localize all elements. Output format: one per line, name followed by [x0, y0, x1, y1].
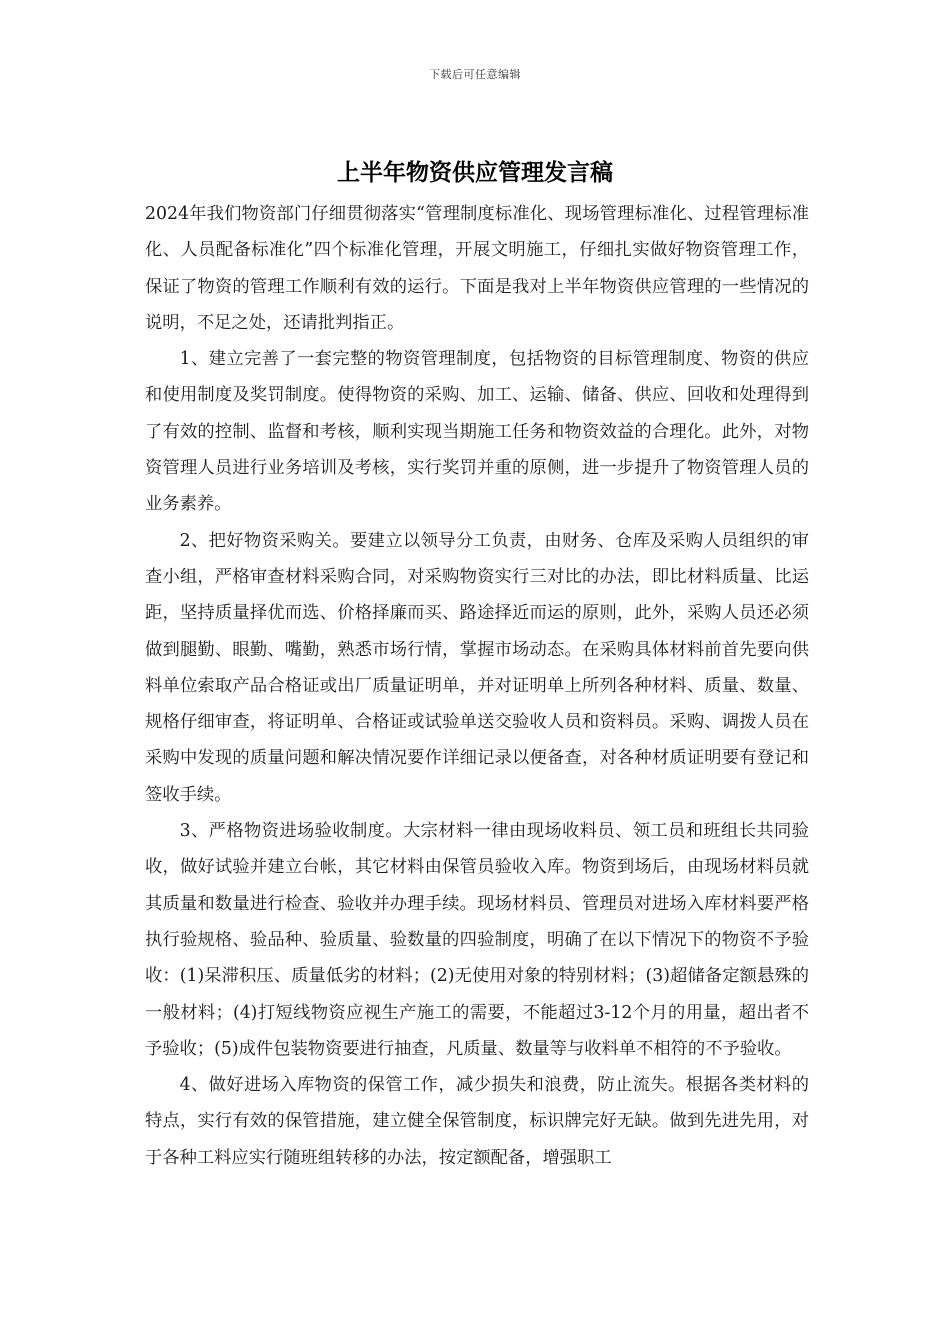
paragraph-intro: 2024年我们物资部门仔细贯彻落实“管理制度标准化、现场管理标准化、过程管理标准化、人员配备标准化”四个标准化管理，开展文明施工，仔细扎实做好物资管理工作，保证了物资的管理工作顺利有效的运行。下面是我对上半年物资供应管理的一些情况的说明，不足之处，还请批判指正。 [145, 204, 809, 333]
document-title: 上半年物资供应管理发言稿 [337, 159, 613, 186]
paragraph-item-4: 4、做好进场入库物资的保管工作，减少损失和浪费，防止流失。根据各类材料的特点，实行有效的保管措施，建立健全保管制度，标识牌完好无缺。做到先进先用，对于各种工料应实行随班组转移的办法，按定额配备，增强职工 [145, 1075, 809, 1168]
paragraph-item-2: 2、把好物资采购关。要建立以领导分工负责，由财务、仓库及采购人员组织的审查小组，严格审查材料采购合同，对采购物资实行三对比的办法，即比材料质量、比运距，坚持质量择优而选、价格择廉而买、路途择近而运的原则，此外，采购人员还必须做到腿勤、眼勤、嘴勤，熟悉市场行情，掌握市场动态。在采购具体材料前首先要向供料单位索取产品合格证或出厂质量证明单，并对证明单上所列各种材料、质量、数量、规格仔细审查，将证明单、合格证或试验单送交验收人员和资料员。采购、调拨人员在采购中发现的质量问题和解决情况要作详细记录以便备查，对各种材质证明要有登记和签收手续。 [145, 530, 809, 805]
document-body [145, 196, 809, 1176]
paragraph-item-3: 3、严格物资进场验收制度。大宗材料一律由现场收料员、领工员和班组长共同验收，做好试验并建立台帐，其它材料由保管员验收入库。物资到场后，由现场材料员就其质量和数量进行检查、验收并办理手续。现场材料员、管理员对进场入库材料要严格执行验规格、验品种、验质量、验数量的四验制度，明确了在以下情况下的物资不予验收：(1)呆滞积压、质量低劣的材料；(2)无使用对象的特别材料；(3)超储备定额悬殊的一般材料；(4)打短线物资应视生产施工的需要，不能超过3-12个月的用量，超出者不予验收；(5)成件包装物资要进行抽查，凡质量、数量等与收料单不相符的不予验收。 [145, 821, 809, 1059]
paragraph-item-1: 1、建立完善了一套完整的物资管理制度，包括物资的目标管理制度、物资的供应和使用制度及奖罚制度。使得物资的采购、加工、运输、储备、供应、回收和处理得到了有效的控制、监督和考核，顺利实现当期施工任务和物资效益的合理化。此外，对物资管理人员进行业务培训及考核，实行奖罚并重的原侧，进一步提升了物资管理人员的业务素养。 [145, 349, 809, 515]
header-note: 下载后可任意编辑 [429, 68, 521, 81]
